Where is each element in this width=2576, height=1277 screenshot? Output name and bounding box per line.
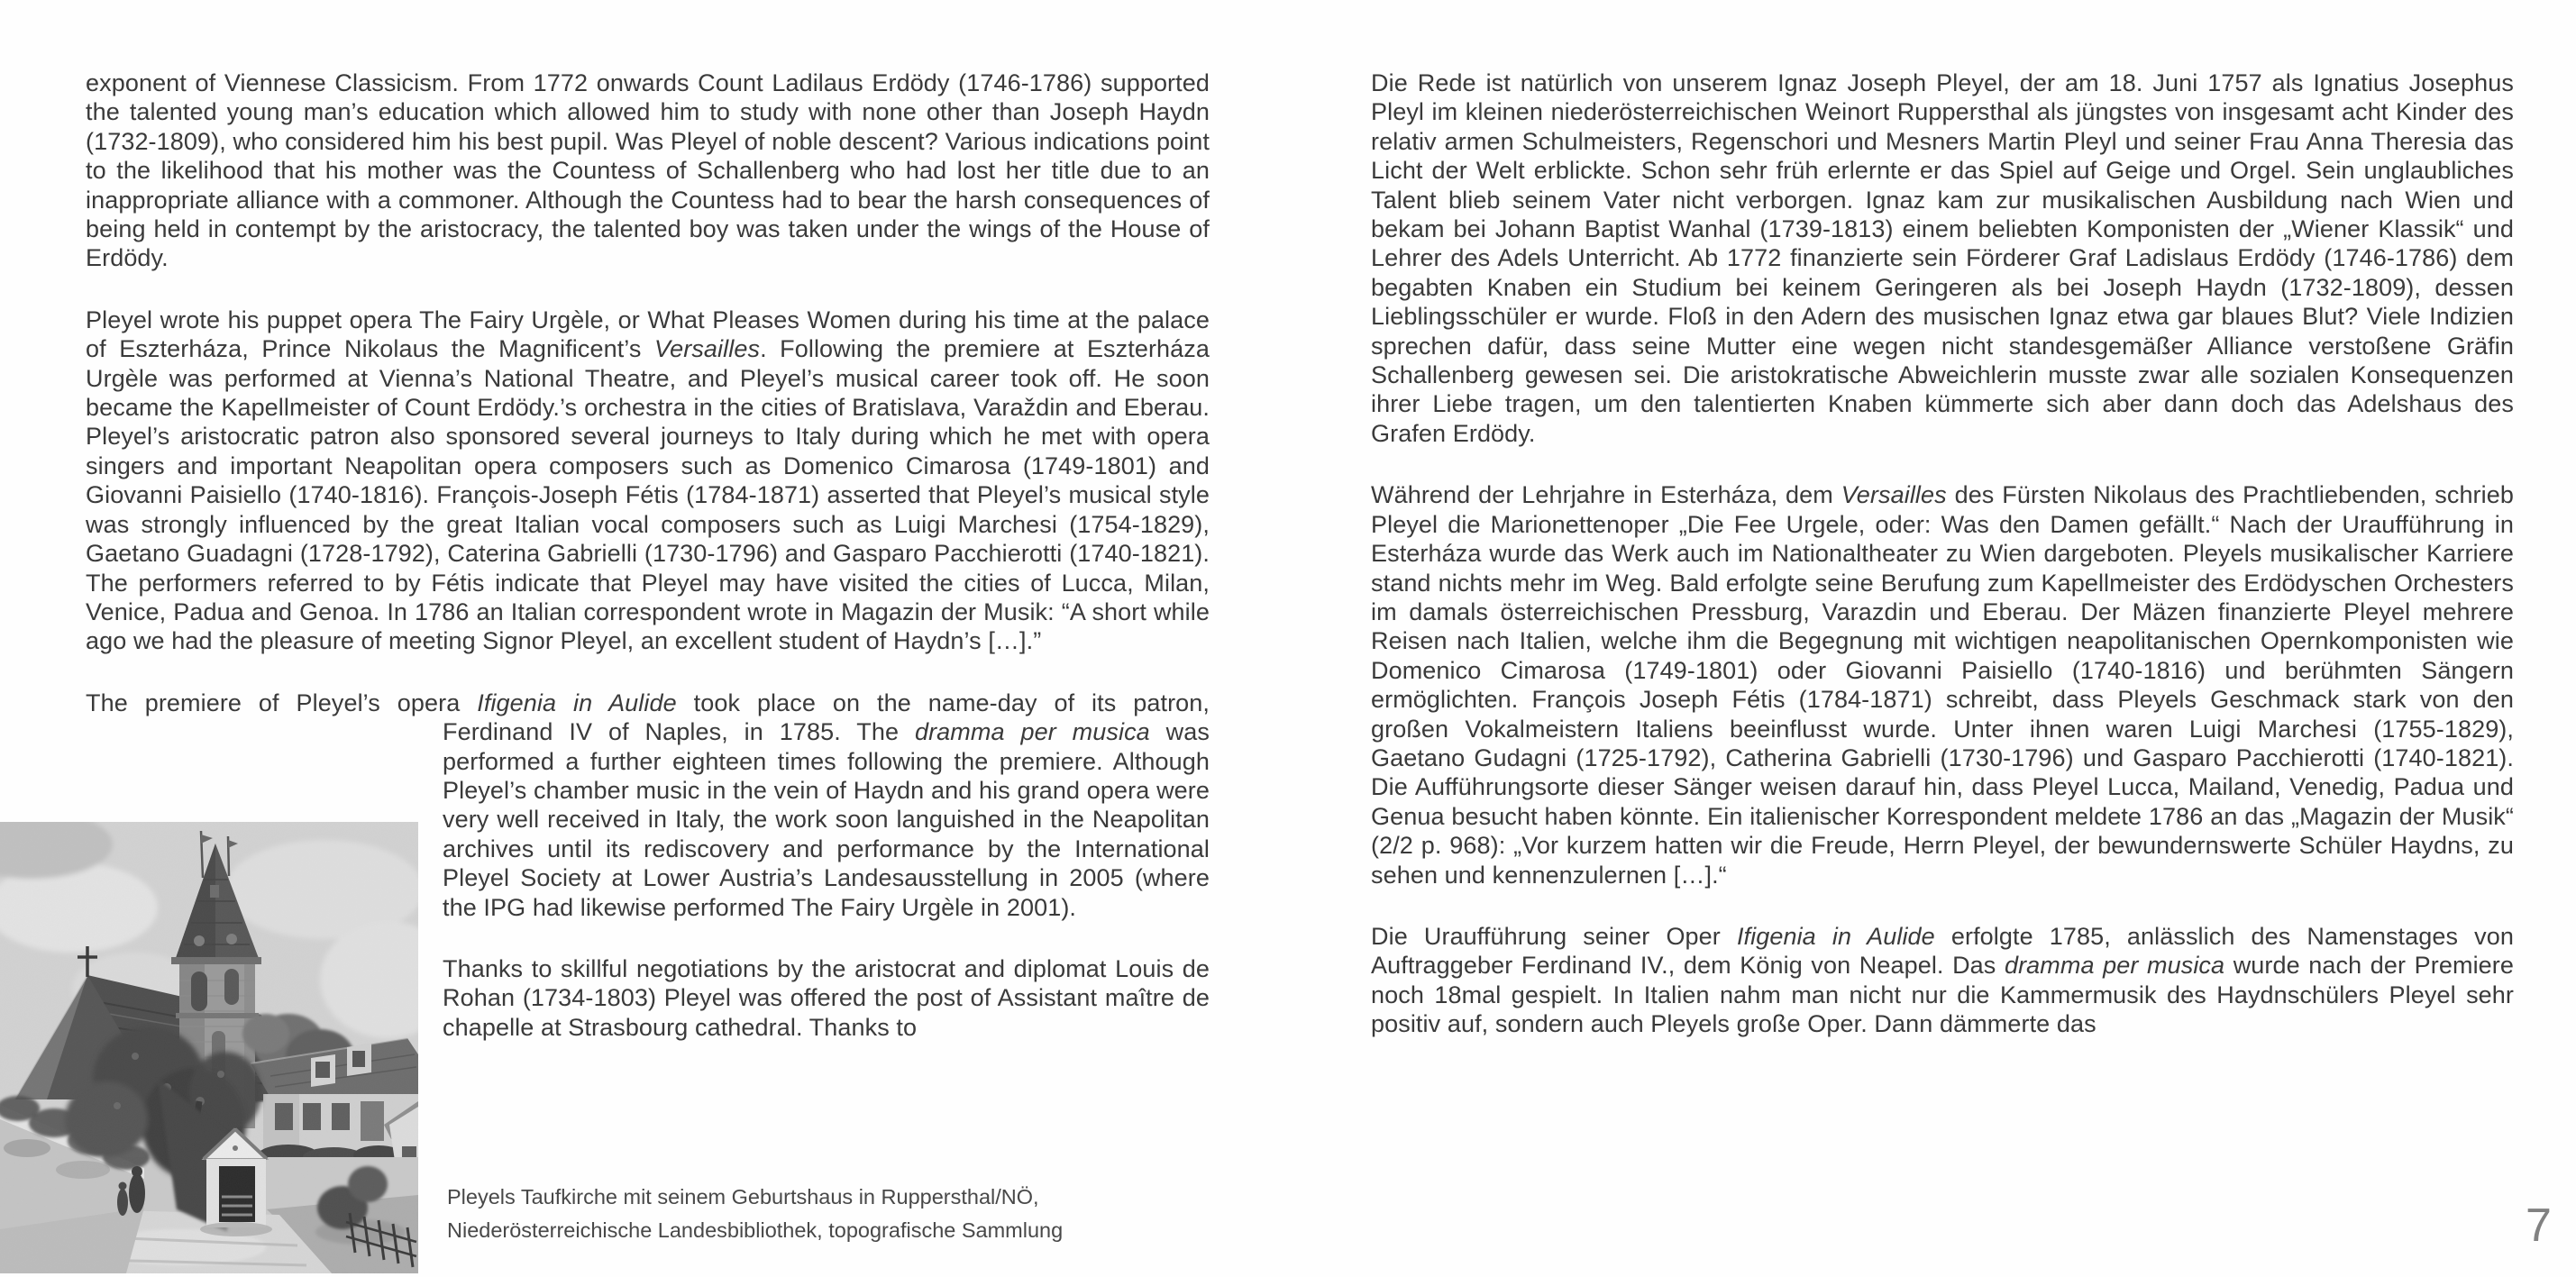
paragraph-de-1: Die Rede ist natürlich von unserem Ignaz Joseph Pleyel, der am 18. Juni 1757 als Ignatius Josephus Pleyl im kleinen niederösterreichischen Weinort Ruppersthal als jüngstes von insgesamt acht Kinder des relativ armen Schulmeisters, Regenschori und Mesners Martin Pleyl und seiner Frau Anna Theresia das Licht der Welt erblickte. Schon sehr früh erlernte er das Spiel auf Geige und Orgel. Sein unglaubliches Talent blieb seinem Vater nicht verborgen. Ignaz kam zur musikalischen Ausbildung nach Wien und bekam bei Johann Baptist Wanhal (1739-1813) einem beliebten Komponisten der „Wiener Klassik“ und Lehrer des Adels Unterricht. Ab 1772 finanzierte sein Förderer Graf Ladislaus Erdödy (1746-1786) dem begabten Knaben ein Studium bei keinem Geringeren als bei Joseph Haydn (1732-1809), dessen Lieblingsschüler er wurde. Floß in den Adern des musischen Ignaz etwa gar blaues Blut? Viele Indizien sprechen dafür, dass seine Mutter eine wegen nicht standesgemäßer Alliance verstoßene Gräfin Schallenberg gewesen sei. Die aristokratische Abweichlerin musste zwar alle sozialen Konsequenzen ihrer Liebe tragen, um den talentierten Knaben kümmerte sich aber dann doch das Adelshaus des Grafen Erdödy. <box>1371 69 2514 447</box>
caption-line-1: Pleyels Taufkirche mit seinem Geburtshaus in Ruppersthal/NÖ, <box>447 1185 1039 1209</box>
illustration-caption <box>447 1181 1063 1246</box>
english-text-column <box>86 68 1210 1074</box>
paragraph-en-3-first-line: The premiere of Pleyel’s opera Ifigenia in Aulide took place on the name-day of its patron, <box>86 689 1210 716</box>
paragraph-de-3: Die Uraufführung seiner Oper Ifigenia in Aulide erfolgte 1785, anlässlich des Namenstages von Auftraggeber Ferdinand IV., dem König von Neapel. Das dramma per musica wurde nach der Premiere noch 18mal gespielt. In Italien nahm man nicht nur die Kammermusik des Haydnschülers Pleyel sehr positiv auf, sondern auch Pleyels große Oper. Dann dämmerte das <box>1371 922 2514 1038</box>
paragraph-de-2: Während der Lehrjahre in Esterháza, dem Versailles des Fürsten Nikolaus des Prachtliebenden, schrieb Pleyel die Marionettenoper „Die Fee Urgele, oder: Was den Damen gefällt.“ Nach der Uraufführung in Esterháza wurde das Werk auch im Nationaltheater zu Wien dargeboten. Pleyels musikalischer Karriere stand nichts mehr im Weg. Bald erfolgte seine Berufung zum Kapellmeister des Erdödyschen Orchesters im damals österreichischen Pressburg, Varazdin und Eberau. Der Mäzen finanzierte Pleyel mehrere Reisen nach Italien, welche ihm die Begegnung mit wichtigen neapolitanischen Opernkomponisten wie Domenico Cimarosa (1749-1801) oder Giovanni Paisiello (1740-1816) und berühmten Sängern ermöglichten. François Joseph Fétis (1784-1871) schreibt, dass Pleyels Geschmack stark von den großen Vokalmeistern Italiens beeinflusst wurde. Unter ihnen waren Luigi Marchesi (1755-1829), Gaetano Gudagni (1725-1792), Catherina Gabrielli (1730-1796) und Gasparo Pacchierotti (1740-1821). Die Aufführungsorte dieser Sänger weisen darauf hin, dass Pleyel Lucca, Mailand, Venedig, Padua und Genua besucht haben könnte. Ein italienischer Korrespondent meldete 1786 an das „Magazin der Musik“ (2/2 p. 968): „Vor kurzem hatten wir die Freude, Herrn Pleyel, der bewundernswerte Schüler Haydns, zu sehen und kennenzulernen […].“ <box>1371 481 2514 889</box>
page-number: 7 <box>2526 1199 2552 1252</box>
paragraph-en-3-continued: Ferdinand IV of Naples, in 1785. The dramma per musica was performed a further eighteen times following the premiere. Although Pleyel’s chamber music in the vein of Haydn and his grand opera were very well received in Italy, the work soon languished in the Neapolitan archives until its rediscovery and performance by the International Pleyel Society at Lower Austria’s Landesausstellung in 2005 (where the IPG had likewise performed The Fairy Urgèle in 2001). <box>443 718 1210 921</box>
paragraph-en-1: exponent of Viennese Classicism. From 1772 onwards Count Ladilaus Erdödy (1746-1786) supported the talented young man’s education which allowed him to study with none other than Joseph Haydn (1732-1809), who considered him his best pupil. Was Pleyel of noble descent? Various indications point to the likelihood that his mother was the Countess of Schallenberg who had lost her title due to an inappropriate alliance with a commoner. Although the Countess had to bear the harsh consequences of being held in contempt by the aristocracy, the talented boy was taken under the wings of the House of Erdödy. <box>86 69 1210 272</box>
caption-line-2: Niederösterreichische Landesbibliothek, topografische Sammlung <box>447 1218 1064 1242</box>
german-text-column <box>1371 68 2514 1072</box>
paragraph-en-4: Thanks to skillful negotiations by the aristocrat and diplomat Louis de Rohan (1734-1803) Pleyel was offered the post of Assistant maître de chapelle at Strasbourg cathedral. Thanks to <box>443 954 1210 1041</box>
paragraph-en-2: Pleyel wrote his puppet opera The Fairy Urgèle, or What Pleases Women during his time at the palace of Eszterháza, Prince Nikolaus the Magnificent’s Versailles. Following the premiere at Eszterháza Urgèle was performed at Vienna’s National Theatre, and Pleyel’s musical career took off. He soon became the Kapellmeister of Count Erdödy.’s orchestra in the cities of Bratislava, Varaždin and Eberau. Pleyel’s aristocratic patron also sponsored several journeys to Italy during which he met with opera singers and important Neapolitan opera composers such as Domenico Cimarosa (1749-1801) and Giovanni Paisiello (1740-1816). François-Joseph Fétis (1784-1871) asserted that Pleyel’s musical style was strongly influenced by the great Italian vocal composers such as Luigi Marchesi (1754-1829), Gaetano Guadagni (1728-1792), Caterina Gabrielli (1730-1796) and Gasparo Pacchierotti (1740-1821). The performers referred to by Fétis indicate that Pleyel may have visited the cities of Lucca, Milan, Venice, Padua and Genoa. In 1786 an Italian correspondent wrote in Magazin der Musik: “A short while ago we had the pleasure of meeting Signor Pleyel, an excellent student of Haydn’s […].” <box>86 306 1210 655</box>
text-wrap-around-image <box>443 717 1210 1042</box>
